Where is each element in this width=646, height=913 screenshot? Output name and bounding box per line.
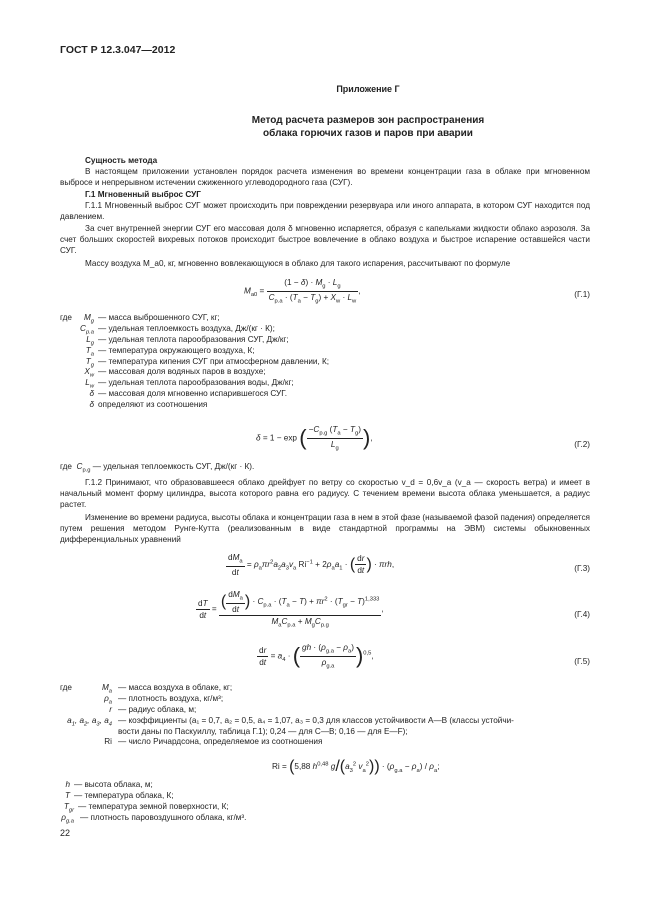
def-pre-cpg: где [60,462,72,471]
document-title [0,114,646,140]
def-cpa: — удельная теплоемкость воздуха, Дж/(кг · К); [98,323,275,333]
def-delta-sym: δ [89,389,94,399]
equation-number-g2: (Г.2) [574,440,590,449]
equation-number-g3: (Г.3) [574,564,590,573]
def-coeffs-cont: вости даны по Паскуиллу, таблица Г.1); 0,24 — для С—В; 0,16 — для Е—F); [118,726,408,736]
def2-pre: где [60,683,72,692]
g1-heading: Г.1 Мгновенный выброс СУГ [85,190,201,199]
def-lw: — удельная теплота парообразования воды, Дж/кг; [98,378,294,388]
definition-cpg: где $C_{p.g}$ — удельная теплоемкость СУГ, Дж/(кг · К). [60,462,255,474]
def-delta-relation: определяют из соотношения [98,400,208,410]
essence-heading: Сущность метода [85,156,158,165]
equation-g5: $\frac{dr}{dt}$ = $a_4$ · ( $\frac{gh \cdot (\rho_{g.a} - \rho_a)}{\rho_{g.a}}$ )$^{0,5}$, [259,643,374,670]
equation-number-g5: (Г.5) [574,657,590,666]
equation-g3: $\frac{dM_a}{dt}$ = $\rho_a\pi r^2a_2a_3v_a$ $Ri^{-1} + 2\rho_aa_1$ · ( $\frac{dr}{dt}$ ) · πrh, [228,553,395,577]
g11-text2: За счет внутренней энергии СУГ его массовая доля δ мгновенно испаряется, образуя с капельками жидкости облако аэрозоля. За счет больших скоростей вихревых потоков происходит быстрое вовлечение в облако воздуха и быстрое испарение оставшейся части СУГ. [60,224,590,256]
equation-g2: δ = 1 − exp ( $\frac{-C_{p.g} (T_a - T_g)}{L_g}$ ), [256,425,373,452]
def-ri: — число Ричардсона, определяемое из соотношения [118,737,323,747]
definitions-list-1: где $M_g$ — масса выброшенного СУГ, кг; $C_{p.a}$ — удельная теплоемкость воздуха, Дж/(кг · К); $L_g$ — удельная теплота парообразования СУГ, Дж/кг; $T_a$ — температура окружающего воздуха, К; $T_g$ — температура кипения СУГ при атмосферном давлении, К; $X_w$ — массовая доля водяных паров в воздухе; $L_w$ — удельная теплота парообразования воды, Дж/кг; δ — массовая доля мгновенно испарившегося СУГ. δ определяют из соотношения [60,313,330,410]
def-ma: — масса воздуха в облаке, кг; [118,683,233,692]
equation-ri: Ri = (5,88 $h^{0,48}$ $g/(a_3^2$ $v_a^2)) \cdot (\rho_{g.a} - \rho_a) / \rho_a$; [272,758,440,775]
document-header: ГОСТ Р 12.3.047—2012 [60,44,176,56]
def-ta: — температура окружающего воздуха, К; [98,345,255,355]
def-delta-sym-2: δ [89,400,94,410]
def-r: — радиус облака, м; [118,704,197,714]
def-lg: — удельная теплота парообразования СУГ, Дж/кг; [98,334,289,344]
equation-number-g1: (Г.1) [574,290,590,299]
def-mg: — масса выброшенного СУГ, кг; [98,313,220,322]
def-h: — высота облака, м; [74,780,153,789]
equation-g1: $M_{a0}$ = $\frac{(1 - \delta) \cdot M_g \cdot L_g}{C_{p.a} \cdot (T_a - T_g) + X_w \cdot L_w}$ , [244,278,361,305]
def-rho-ga: — плотность паровоздушного облака, кг/м³. [80,812,247,822]
title-line-2: облака горючих газов и паров при аварии [263,128,473,139]
def-tgr: — температура земной поверхности, К; [78,801,229,811]
def-delta: — массовая доля мгновенно испарившегося СУГ. [98,389,287,399]
g11-text: Г.1.1 Мгновенный выброс СУГ может происходить при повреждении резервуара или иного аппарата, в котором СУГ находится под давлением. [60,201,590,222]
definitions-list-2: где $M_a$ — масса воздуха в облаке, кг; $\rho_a$ — плотность воздуха, кг/м³; r — радиус облака, м; $a_1$, $a_2$, $a_3$, $a_4$ — коэффициенты (a₁ = 0,7, a₂ = 0,5, a₄ = 1,07, a₃ = 0,3 для классов устойчивости А—В (классы устойчи- вости даны по Паскуиллу, таблица Г.1); 0,24 — для С—В; 0,16 — для Е—F); Ri — число Ричардсона, определяемое из соотношения [60,683,514,747]
equation-g4: $\frac{dT}{dt}$ = ( $\frac{dM_a}{dt}$ ) · $C_{p.a} \cdot (T_a - T) + \pi r^2 \cdot (T_{gr} - T)^{1,333}$ $M_aC_{p.a} + M_gC_{p.g}$ , [198,590,384,629]
def-coeffs: — коэффициенты (a₁ = 0,7, a₂ = 0,5, a₄ = 1,07, a₃ = 0,3 для классов устойчивости А—В (классы устойчи- [118,715,514,725]
g12-text: Г.1.2 Принимают, что образовавшееся облако дрейфует по ветру со скоростью v_d = 0,6v_a (v_a — скорость ветра) и имеет в начальный момент форму цилиндра, высота которого равна его радиусу. С течением времени высота облака уменьшается, а радиус растет. [60,478,590,510]
definitions-list-3: h — высота облака, м; T — температура облака, К; $T_{gr}$ — температура земной поверхности, К; $\rho_{g.a}$ — плотность паровоздушного облака, кг/м³. [61,780,247,825]
def-xw: — массовая доля водяных паров в воздухе; [98,367,266,377]
appendix-label: Приложение Г [336,84,400,94]
title-line-1: Метод расчета размеров зон распространения [251,115,485,126]
page-number: 22 [60,828,71,838]
def-t: — температура облака, К; [74,790,174,800]
def-cpg-text: — удельная теплоемкость СУГ, Дж/(кг · К). [92,462,255,471]
def-tg: — температура кипения СУГ при атмосферном давлении, К; [98,356,330,366]
mass-intro: Массу воздуха M_a0, кг, мгновенно вовлекающуюся в облако для такого испарения, рассчитывают по формуле [85,259,511,268]
essence-text: В настоящем приложении установлен порядок расчета изменения во времени концентрации газа в облаке при мгновенном выбросе и непрерывном истечении сжиженного углеводородного газа (СУГ). [60,167,590,188]
g12-text2: Изменение во времени радиуса, высоты облака и концентрации газа в нем в этой фазе (называемой фазой падения) определяется путем решения методом Рунге-Кутта (реализованным в виде стандартной программы на ЭВМ) системы обыкновенных дифференциальных уравнений [60,513,590,545]
def-rho-a: — плотность воздуха, кг/м³; [118,693,224,703]
def-pre: где [60,313,72,322]
equation-number-g4: (Г.4) [574,610,590,619]
